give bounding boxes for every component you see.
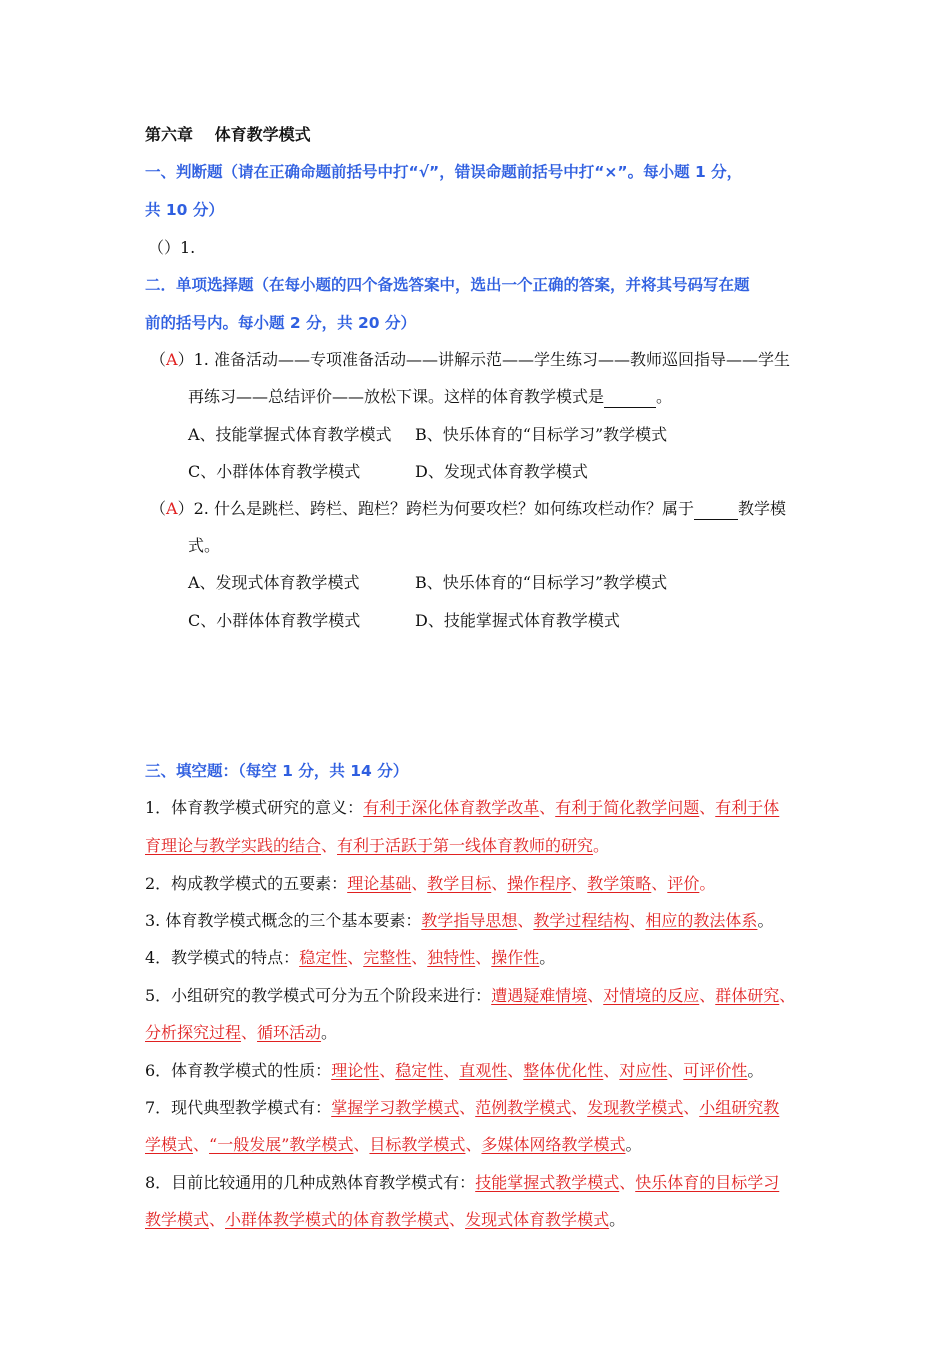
fill-question-3 [145, 910, 773, 932]
fill-question-1-line1 [145, 797, 779, 819]
separator: 、 [517, 911, 534, 930]
fill-q6-answer-2: 稳定性 [395, 1061, 444, 1080]
separator: 、 [779, 986, 796, 1005]
section1-heading-line1: 一、判断题（请在正确命题前括号中打“√”，错误命题前括号中打“×”。每小题 1 分， [145, 163, 743, 181]
mc-question-1-text: 1. 准备活动——专项准备活动——讲解示范——学生练习——教师巡回指导——学生 [193, 350, 790, 369]
mc-q2-option-c: C、小群体体育教学模式 [188, 611, 361, 630]
separator: 、 [321, 836, 338, 855]
fill-q7-answer-5: “一般发展”教学模式 [209, 1135, 354, 1154]
fill-q6-answer-4: 整体优化性 [523, 1061, 604, 1080]
mc-q2-option-b: B、快乐体育的“目标学习”教学模式 [415, 573, 668, 592]
fill-q2-prefix: 2．构成教学模式的五要素： [145, 874, 348, 893]
fill-q2-answer-5: 评价 [667, 874, 700, 893]
end-mark: 。 [321, 1023, 338, 1042]
fill-question-1-line2 [145, 835, 609, 857]
fill-question-4 [145, 947, 555, 969]
fill-question-6 [145, 1060, 763, 1082]
separator: 、 [629, 911, 646, 930]
bracket-close: ） [177, 499, 194, 518]
fill-q2-answer-3: 操作程序 [507, 874, 572, 893]
fill-q8-answer-2: 快乐体育的目标学习 [635, 1173, 780, 1192]
fill-q8-prefix: 8．目前比较通用的几种成熟体育教学模式有： [145, 1173, 476, 1192]
fill-q5-answer-2: 对情境的反应 [603, 986, 700, 1005]
fill-q2-answer-2: 教学目标 [427, 874, 492, 893]
section2-heading-line2: 前的括号内。每小题 2 分，共 20 分） [145, 314, 416, 332]
fill-question-2 [145, 873, 715, 895]
fill-question-5-line1 [145, 985, 795, 1007]
separator: 、 [667, 1061, 684, 1080]
fill-q8-answer-3: 小群体教学模式的体育教学模式 [225, 1210, 450, 1229]
fill-q7-answer-3: 发现教学模式 [587, 1098, 684, 1117]
separator: 、 [411, 874, 428, 893]
mc-q2-option-a: A、发现式体育教学模式 [188, 573, 360, 592]
fill-q5-answer-1: 遭遇疑难情境 [491, 986, 588, 1005]
separator: 、 [465, 1135, 482, 1154]
fill-q3-answer-1: 教学指导思想 [421, 911, 518, 930]
fill-q6-answer-5: 对应性 [619, 1061, 668, 1080]
fill-q7-answer-1: 掌握学习教学模式 [331, 1098, 460, 1117]
separator: 、 [241, 1023, 258, 1042]
fill-q2-answer-1: 理论基础 [347, 874, 412, 893]
fill-q2-answer-4: 教学策略 [587, 874, 652, 893]
fill-q3-answer-2: 教学过程结构 [533, 911, 630, 930]
fill-question-8-line1 [145, 1172, 779, 1194]
mc-question-1-text-cont: 再练习——总结评价——放松下课。这样的体育教学模式是 [188, 387, 605, 406]
end-mark: 。 [609, 1210, 626, 1229]
fill-q5-answer-5: 循环活动 [257, 1023, 322, 1042]
fill-question-7-line2 [145, 1134, 641, 1156]
fill-q1-answer-1: 有利于深化体育教学改革 [363, 798, 540, 817]
separator: 、 [699, 798, 716, 817]
fill-q7-prefix: 7．现代典型教学模式有： [145, 1098, 332, 1117]
fill-q1-answer-3-cont: 育理论与教学实践的结合 [145, 836, 322, 855]
mc-q1-option-c: C、小群体体育教学模式 [188, 462, 361, 481]
mc-answer-1: A [166, 350, 178, 369]
mc-question-2-text-cont: 教学模 [737, 499, 786, 518]
fill-q5-prefix: 5．小组研究的教学模式可分为五个阶段来进行： [145, 986, 492, 1005]
separator: 、 [571, 1098, 588, 1117]
separator: 、 [603, 1061, 620, 1080]
separator: 、 [683, 1098, 700, 1117]
fill-question-7-line1 [145, 1097, 779, 1119]
separator: 、 [411, 948, 428, 967]
fill-q4-answer-4: 操作性 [491, 948, 540, 967]
answer-blank [604, 389, 656, 408]
end-mark: 。 [539, 948, 556, 967]
fill-q6-answer-1: 理论性 [331, 1061, 380, 1080]
separator: 、 [459, 1098, 476, 1117]
fill-q1-answer-3: 有利于体 [715, 798, 780, 817]
fill-q6-answer-3: 直观性 [459, 1061, 508, 1080]
fill-question-5-line2 [145, 1022, 337, 1044]
end-mark: 。 [757, 911, 774, 930]
fill-q1-answer-4: 有利于活跃于第一线体育教师的研究 [337, 836, 594, 855]
fill-q7-answer-4-cont: 学模式 [145, 1135, 194, 1154]
fill-q3-prefix: 3. 体育教学模式概念的三个基本要素： [145, 911, 422, 930]
separator: 、 [571, 874, 588, 893]
separator: 、 [347, 948, 364, 967]
separator: 、 [193, 1135, 210, 1154]
end-mark: 。 [625, 1135, 642, 1154]
section2-heading-line1: 二．单项选择题（在每小题的四个备选答案中，选出一个正确的答案，并将其号码写在题 [145, 276, 750, 294]
section3-heading: 三、填空题：（每空 1 分，共 14 分） [145, 762, 409, 780]
fill-q4-answer-2: 完整性 [363, 948, 412, 967]
separator: 、 [539, 798, 556, 817]
fill-q7-answer-2: 范例教学模式 [475, 1098, 572, 1117]
fill-q7-answer-6: 目标教学模式 [369, 1135, 466, 1154]
bracket-open: （ [150, 350, 167, 369]
section1-heading-line2: 共 10 分） [145, 201, 224, 219]
fill-q4-answer-3: 独特性 [427, 948, 476, 967]
separator: 、 [491, 874, 508, 893]
fill-q3-answer-3: 相应的教法体系 [645, 911, 758, 930]
end-mark: 。 [699, 874, 716, 893]
fill-q1-prefix: 1．体育教学模式研究的意义： [145, 798, 364, 817]
fill-q1-answer-2: 有利于简化教学问题 [555, 798, 700, 817]
mc-answer-2: A [166, 499, 178, 518]
mc-question-1-line2 [188, 386, 672, 408]
period: 。 [656, 387, 673, 406]
separator: 、 [209, 1210, 226, 1229]
mc-question-2-line1 [150, 498, 786, 520]
mc-q1-option-d: D、发现式体育教学模式 [415, 462, 588, 481]
fill-q8-answer-2-cont: 教学模式 [145, 1210, 210, 1229]
bracket-open: （ [150, 499, 167, 518]
separator: 、 [651, 874, 668, 893]
mc-question-2-text: 2. 什么是跳栏、跨栏、跑栏？跨栏为何要攻栏？如何练攻栏动作？属于 [193, 499, 694, 518]
end-mark: 。 [593, 836, 610, 855]
separator: 、 [353, 1135, 370, 1154]
fill-q7-answer-7: 多媒体网络教学模式 [481, 1135, 626, 1154]
end-mark: 。 [747, 1061, 764, 1080]
separator: 、 [587, 986, 604, 1005]
separator: 、 [379, 1061, 396, 1080]
fill-q5-answer-3: 群体研究 [715, 986, 780, 1005]
separator: 、 [699, 986, 716, 1005]
separator: 、 [449, 1210, 466, 1229]
mc-question-2-line2: 式。 [188, 536, 221, 555]
fill-question-8-line2 [145, 1209, 625, 1231]
fill-q4-answer-1: 稳定性 [299, 948, 348, 967]
fill-q6-prefix: 6．体育教学模式的性质： [145, 1061, 332, 1080]
section1-question-1: （）1. [148, 238, 196, 257]
mc-q1-option-b: B、快乐体育的“目标学习”教学模式 [415, 425, 668, 444]
mc-q2-option-d: D、技能掌握式体育教学模式 [415, 611, 620, 630]
fill-q7-answer-4: 小组研究教 [699, 1098, 780, 1117]
fill-q8-answer-1: 技能掌握式教学模式 [475, 1173, 620, 1192]
mc-question-1-line1 [150, 349, 790, 371]
separator: 、 [619, 1173, 636, 1192]
fill-q5-answer-4: 分析探究过程 [145, 1023, 242, 1042]
answer-blank [694, 501, 738, 520]
fill-q4-prefix: 4．教学模式的特点： [145, 948, 300, 967]
fill-q6-answer-6: 可评价性 [683, 1061, 748, 1080]
chapter-title: 第六章 体育教学模式 [145, 125, 311, 144]
separator: 、 [507, 1061, 524, 1080]
fill-q8-answer-4: 发现式体育教学模式 [465, 1210, 610, 1229]
separator: 、 [475, 948, 492, 967]
mc-q1-option-a: A、技能掌握式体育教学模式 [188, 425, 392, 444]
bracket-close: ） [177, 350, 194, 369]
separator: 、 [443, 1061, 460, 1080]
